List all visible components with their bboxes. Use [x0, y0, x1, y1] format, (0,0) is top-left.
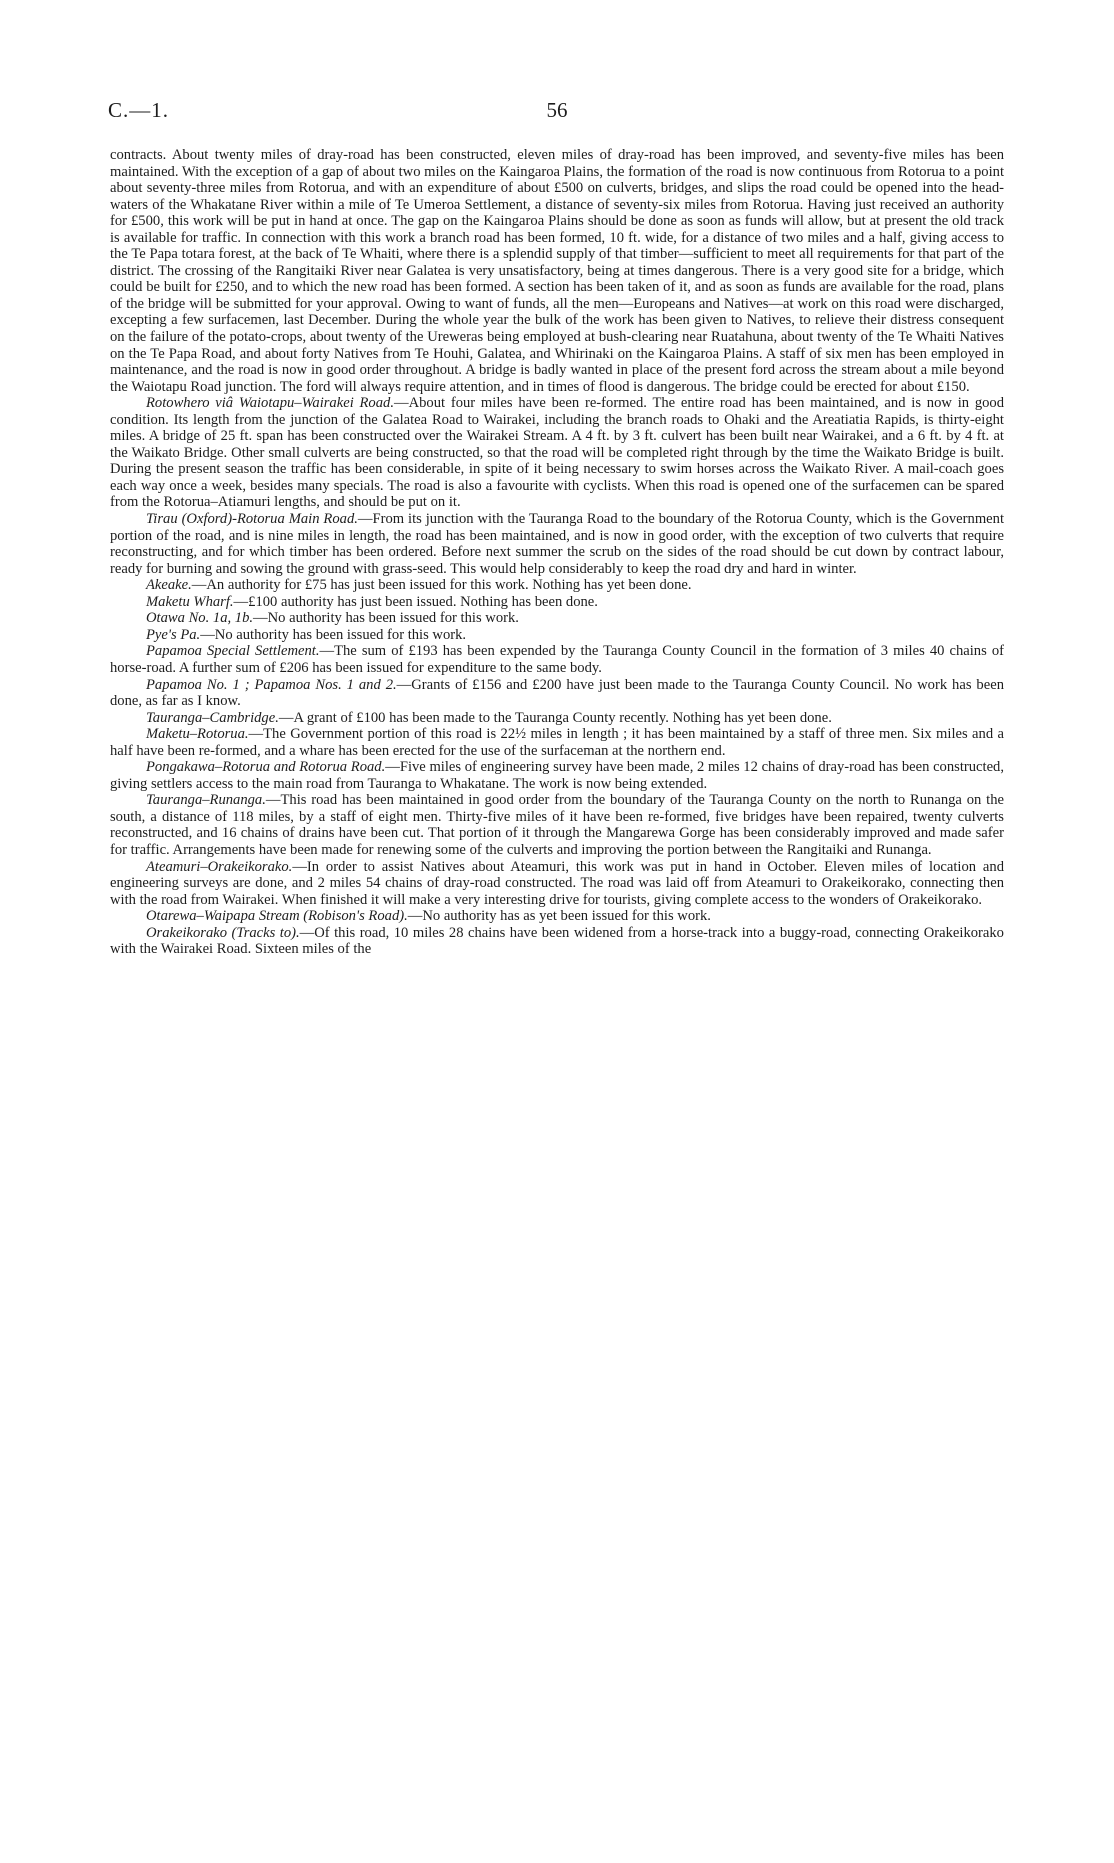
section-title: Papamoa Special Settlement. — [146, 643, 320, 660]
paragraph-otawa — [110, 610, 1004, 627]
paragraph-text: —£100 authority has just been issued. Nothing has been done. — [233, 593, 598, 610]
paragraph-akeake — [110, 577, 1004, 594]
document-reference: C.—1. — [108, 98, 170, 122]
paragraph-contracts — [110, 147, 1004, 395]
paragraph-text: —No authority has as yet been issued for this work. — [407, 908, 711, 925]
page-number: 56 — [546, 98, 568, 122]
section-title: Maketu–Rotorua. — [146, 726, 249, 743]
paragraph-tauranga-cambridge — [110, 710, 1004, 727]
paragraph-papamoa-settlement — [110, 643, 1004, 676]
paragraph-pongakawa-rotorua — [110, 759, 1004, 792]
section-title: Tauranga–Runanga. — [146, 792, 266, 809]
paragraph-text: —This road has been maintained in good order from the boundary of the Tauranga County on the north to Runanga on the south, a distance of 118 miles, by a staff of eight men. Thirty-five miles of it have been re-formed, five bridges have been repaired, twenty culverts reconstructed, and 16 chains of drains have been cut. That portion of it through the Mangarewa Gorge has been considerably improved and made safer for traffic. Arrangements have been made for renewing some of the culverts and improving the portion between the Rangitaiki and Runanga. — [110, 792, 1004, 858]
section-title: Rotowhero viâ Waiotapu–Wairakei Road. — [146, 395, 394, 412]
section-title: Akeake. — [146, 577, 192, 594]
paragraph-papamoa-grants — [110, 677, 1004, 710]
paragraph-text: —No authority has been issued for this work. — [253, 610, 519, 627]
paragraph-tauranga-runanga — [110, 792, 1004, 858]
section-title: Tauranga–Cambridge. — [146, 709, 279, 726]
section-title: Ateamuri–Orakeikorako. — [146, 858, 293, 875]
section-title: Otawa No. 1a, 1b. — [146, 610, 254, 627]
paragraph-text: —The sum of £193 has been expended by the Tauranga County Council in the formation of 3 miles 40 chains of horse-road. A further sum of £206 has been issued for expenditure to the same body. — [110, 643, 1004, 676]
section-title: Otarewa–Waipapa Stream (Robison's Road). — [146, 908, 408, 925]
paragraph-text: —The Government portion of this road is 22½ miles in length ; it has been maintained by a staff of three men. Six miles and a half have been re-formed, and a whare has been erected for the use of the surfaceman at the northern end. — [110, 726, 1004, 759]
paragraph-maketu-rotorua — [110, 726, 1004, 759]
page-header — [108, 98, 1006, 126]
paragraph-ateamuri-orakeikorako — [110, 859, 1004, 909]
section-title: Papamoa No. 1 ; Papamoa Nos. 1 and 2. — [146, 676, 397, 693]
paragraph-text: —A grant of £100 has been made to the Tauranga County recently. Nothing has yet been done. — [278, 709, 832, 726]
paragraph-text: —Five miles of engineering survey have been made, 2 miles 12 chains of dray-road has been constructed, giving settlers access to the main road from Tauranga to Whakatane. The work is now being extended. — [110, 759, 1004, 792]
paragraph-maketu-wharf — [110, 594, 1004, 611]
paragraph-text: —Of this road, 10 miles 28 chains have been widened from a horse-track into a buggy-road, connecting Orakeikorako with the Wairakei Road. Sixteen miles of the — [110, 924, 1004, 958]
section-title: Pye's Pa. — [146, 626, 201, 643]
section-title: Pongakawa–Rotorua and Rotorua Road. — [146, 759, 386, 776]
paragraph-pyes-pa — [110, 627, 1004, 644]
paragraph-text: —About four miles have been re-formed. The entire road has been maintained, and is now in good condition. Its length from the junction of the Galatea Road to Wairakei, including the branch roads to Ohaki and the Areatiatia Rapids, is thirty-eight miles. A bridge of 25 ft. span has been constructed over the Wairakei Stream. A 4 ft. by 3 ft. culvert has been built near Wairakei, and a 6 ft. by 4 ft. at the Waikato Bridge. Other small culverts are being constructed, so that the road will be completed right through by the time the Waikato Bridge is built. During the present season the traffic has been considerable, in spite of it being necessary to swim horses across the Waikato River. A mail-coach goes each way once a week, besides many specials. The road is also a favourite with cyclists. When this road is opened one of the surfacemen can be spared from the Rotorua–Atiamuri lengths, and should be put on it. — [110, 395, 1005, 511]
section-title: Orakeikorako (Tracks to). — [146, 924, 300, 941]
paragraph-tirau-rotorua-road — [110, 511, 1004, 577]
body-text — [110, 147, 1004, 958]
paragraph-text: —No authority has been issued for this work. — [200, 626, 467, 643]
paragraph-otarewa-waipapa — [110, 908, 1004, 925]
paragraph-text: —Grants of £156 and £200 have just been made to the Tauranga County Council. No work has been done, as far as I know. — [110, 676, 1004, 710]
paragraph-text: —From its junction with the Tauranga Road to the boundary of the Rotorua County, which is the Government portion of the road, and is nine miles in length, the road has been maintained, and is now in good order, with the exception of two culverts that require reconstructing, and for which timber has been ordered. Before next summer the scrub on the sides of the road should be cut down by contract labour, ready for burning and sowing the ground with grass-seed. This would help considerably to keep the road dry and hard in winter. — [110, 511, 1004, 577]
section-title: Tirau (Oxford)-Rotorua Main Road. — [146, 511, 358, 528]
paragraph-text: contracts. About twenty miles of dray-road has been constructed, eleven miles of dray-road has been improved, and seventy-five miles has been maintained. With the exception of a gap of about two miles on the Kaingaroa Plains, the formation of the road is now continuous from Rotorua to a point about seventy-three miles from Rotorua, and with an expenditure of about £500 on culverts, bridges, and slips the road could be opened into the head-waters of the Whakatane River within a mile of Te Umeroa Settlement, a distance of seventy-six miles from Rotorua. Having just received an authority for £500, this work will be put in hand at once. The gap on the Kaingaroa Plains should be done as soon as funds will allow, but at present the old track is available for traffic. In connection with this work a branch road has been formed, 10 ft. wide, for a distance of two miles and a half, giving access to the Te Papa totara forest, at the back of Te Whaiti, where there is a splendid supply of that timber—sufficient to meet all requirements for that part of the district. The crossing of the Rangitaiki River near Galatea is very unsatisfactory, being at times dangerous. There is a very good site for a bridge, which could be built for £250, and to which the new road has been formed. A section has been taken of it, and as soon as funds are available for the road, plans of the bridge will be submitted for your approval. Owing to want of funds, all the men—Europeans and Natives—at work on this road were discharged, excepting a few surfacemen, last December. During the whole year the bulk of the work has been given to Natives, to relieve their distress consequent on the failure of the potato-crops, about twenty of the Ureweras being employed at bush-clearing near Ruatahuna, about twenty of the Te Whaiti Natives on the Te Papa Road, and about forty Natives from Te Houhi, Galatea, and Whirinaki on the Kaingaroa Plains. A staff of six men has been employed in maintenance, and the road is now in good order throughout. A bridge is badly wanted in place of the present ford across the stream about a mile beyond the Waiotapu Road junction. The ford will always require attention, and in times of flood is dangerous. The bridge could be erected for about £150. — [110, 147, 1004, 395]
paragraph-rotowhero-road — [110, 395, 1004, 511]
section-title: Maketu Wharf. — [146, 593, 234, 610]
paragraph-orakeikorako-tracks — [110, 925, 1004, 958]
paragraph-text: —An authority for £75 has just been issued for this work. Nothing has yet been done. — [191, 577, 692, 594]
paragraph-text: —In order to assist Natives about Ateamuri, this work was put in hand in October. Eleven miles of location and engineering surveys are done, and 2 miles 54 chains of dray-road constructed. The road was laid off from Ateamuri to Orakeikorako, connecting then with the road from Wairakei. When finished it will make a very interesting drive for tourists, giving complete access to the wonders of Orakeikorako. — [110, 858, 1004, 908]
